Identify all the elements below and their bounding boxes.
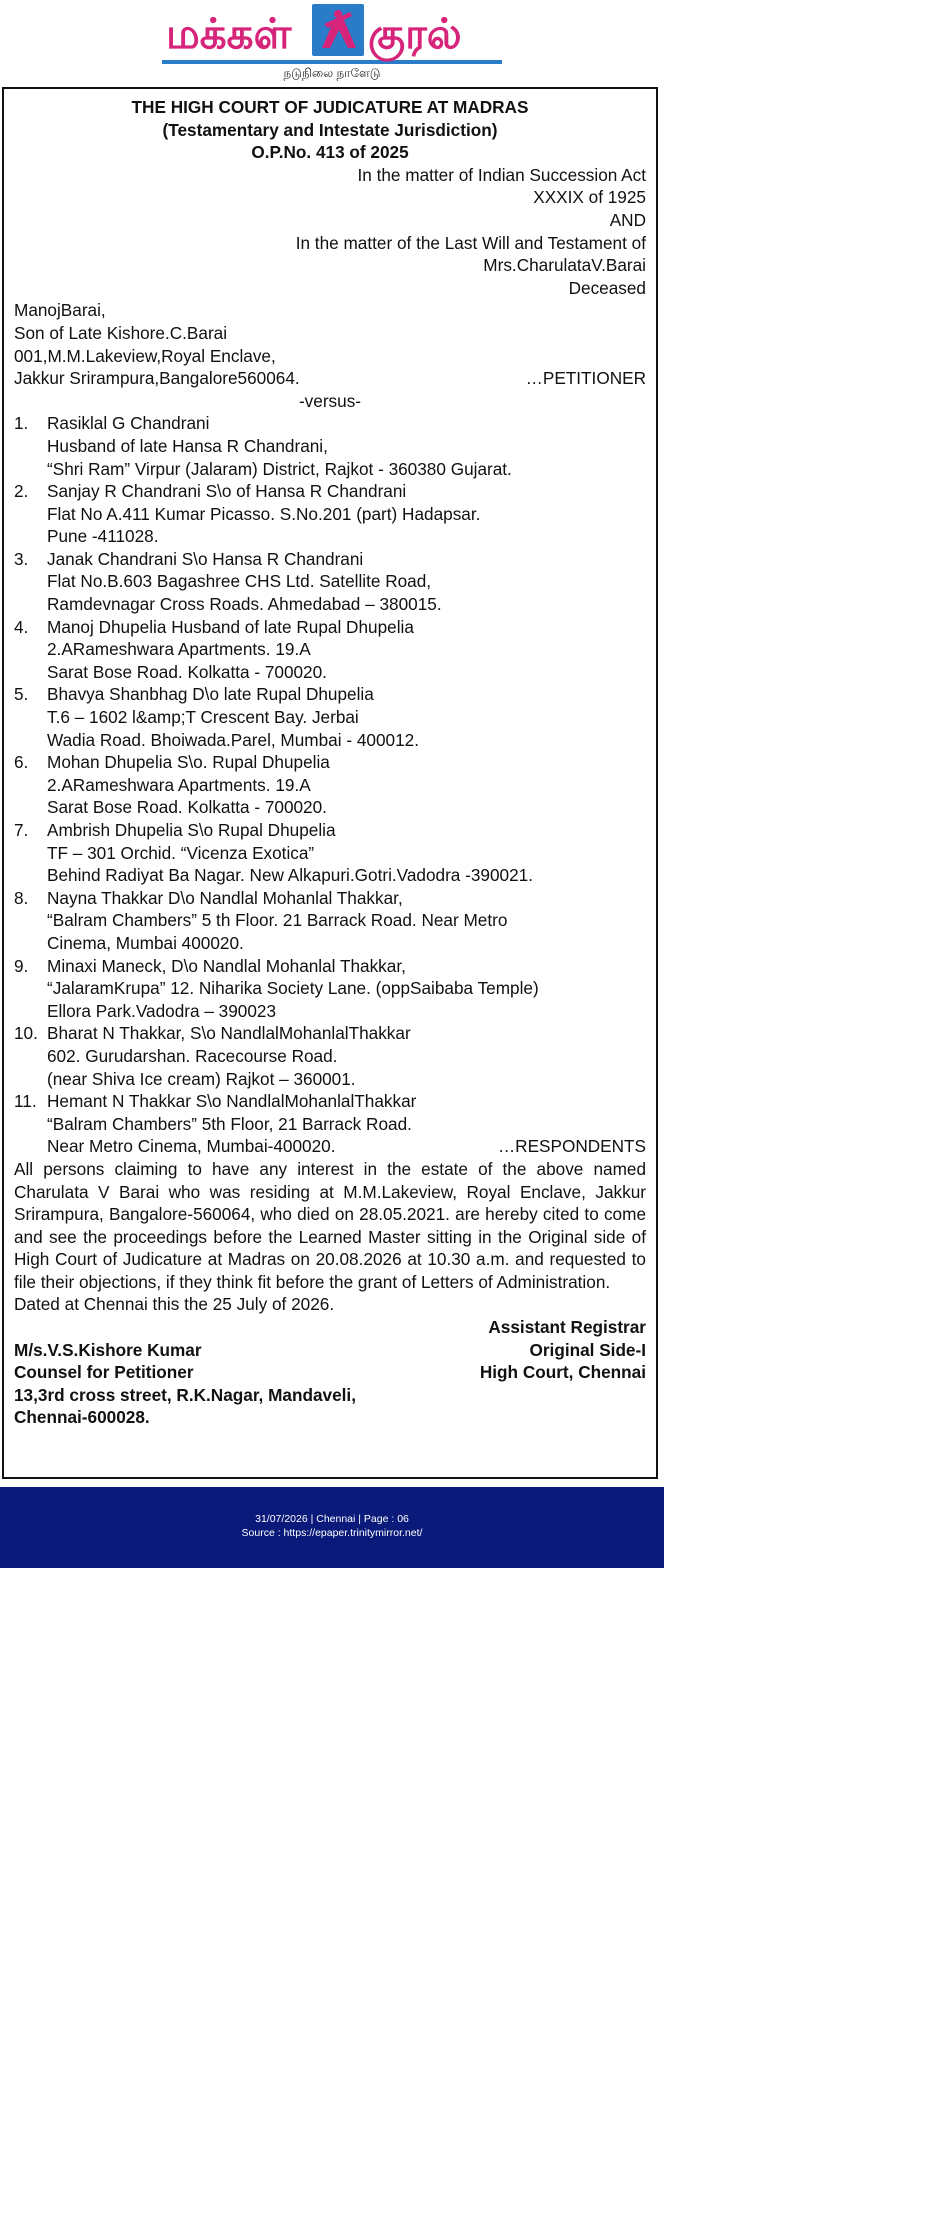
respondent-item <box>14 480 646 548</box>
matter-line: In the matter of Indian Succession Act <box>357 164 646 185</box>
respondent-line: “Shri Ram” Virpur (Jalaram) District, Rajkot - 360380 Gujarat. <box>47 458 512 479</box>
respondent-line: Flat No A.411 Kumar Picasso. S.No.201 (part) Hadapsar. <box>47 503 481 524</box>
respondent-line: Sarat Bose Road. Kolkatta - 700020. <box>47 797 327 818</box>
matter-line: XXXIX of 1925 <box>533 187 646 208</box>
respondent-item <box>14 751 646 819</box>
footer-date-page: 31/07/2026 | Chennai | Page : 06 <box>255 1513 409 1525</box>
respondent-line: Nayna Thakkar D\o Nandlal Mohanlal Thakkar, <box>47 887 403 908</box>
respondent-line: 2.ARameshwara Apartments. 19.A <box>47 774 311 795</box>
respondent-number: 3. <box>14 548 29 569</box>
petitioner-line: Son of Late Kishore.C.Barai <box>14 322 228 343</box>
respondent-line: Bhavya Shanbhag D\o late Rupal Dhupelia <box>47 684 374 705</box>
respondent-line: (near Shiva Ice cream) Rajkot – 360001. <box>47 1068 356 1089</box>
footer-source-link[interactable]: Source : https://epaper.trinitymirror.net/ <box>241 1527 423 1539</box>
respondent-line: Husband of late Hansa R Chandrani, <box>47 435 328 456</box>
masthead-tagline: நடுநிலை நாளேடு <box>283 66 381 80</box>
petitioner-line: 001,M.M.Lakeview,Royal Enclave, <box>14 345 276 366</box>
respondent-line: Mohan Dhupelia S\o. Rupal Dhupelia <box>47 752 330 773</box>
jurisdiction: (Testamentary and Intestate Jurisdiction) <box>162 119 498 140</box>
notice-body: All persons claiming to have any interest in the estate of the above named Charulata V Barai who was residing at M.M.Lakeview, Royal Enclave, Jakkur Srirampura, Bangalore-560064, who died on 28.05.2021. are hereby cited to come and see the proceedings before the Learned Master sitting in the Original side of High Court of Judicature at Madras on 20.08.2026 at 10.30 a.m. and requested to file their objections, if they think fit before the grant of Letters of Administration. <box>14 1158 646 1292</box>
case-number: O.P.No. 413 of 2025 <box>251 142 409 163</box>
respondent-line: Sanjay R Chandrani S\o of Hansa R Chandrani <box>47 481 407 502</box>
masthead <box>0 0 664 86</box>
respondent-item <box>14 819 646 887</box>
respondent-line: Janak Chandrani S\o Hansa R Chandrani <box>47 548 364 569</box>
respondent-item <box>14 887 646 955</box>
respondent-line: TF – 301 Orchid. “Vicenza Exotica” <box>47 842 315 863</box>
respondent-line: Flat No.B.603 Bagashree CHS Ltd. Satellite Road, <box>47 571 432 592</box>
respondent-item <box>14 616 646 684</box>
dated-line: Dated at Chennai this the 25 July of 2026. <box>14 1294 335 1315</box>
respondent-line: Bharat N Thakkar, S\o NandlalMohanlalThakkar <box>47 1023 411 1044</box>
respondent-line: Ellora Park.Vadodra – 390023 <box>47 1000 277 1021</box>
respondent-line: “Balram Chambers” 5th Floor, 21 Barrack Road. <box>47 1113 412 1134</box>
respondent-item <box>14 1090 646 1158</box>
registrar-office: Original Side-I <box>529 1339 646 1360</box>
respondent-line: Sarat Bose Road. Kolkatta - 700020. <box>47 661 327 682</box>
court-name: THE HIGH COURT OF JUDICATURE AT MADRAS <box>131 97 529 117</box>
respondent-line: Hemant N Thakkar S\o NandlalMohanlalThakkar <box>47 1091 417 1112</box>
page-footer <box>0 1487 664 1568</box>
matter-line: AND <box>609 209 646 230</box>
respondent-number: 5. <box>14 684 29 705</box>
respondent-number: 4. <box>14 616 29 637</box>
svg-text:குரல்: குரல் <box>368 9 462 58</box>
respondent-number: 10. <box>14 1023 38 1044</box>
respondent-number: 11. <box>14 1091 37 1112</box>
respondent-number: 6. <box>14 752 29 773</box>
respondent-line: Cinema, Mumbai 400020. <box>47 932 244 953</box>
respondent-number: 8. <box>14 887 29 908</box>
respondent-item <box>14 412 646 480</box>
respondents-list <box>14 412 646 1158</box>
counsel-role: Counsel for Petitioner <box>14 1362 194 1383</box>
petitioner-line: Jakkur Srirampura,Bangalore560064. <box>14 368 300 389</box>
newspaper-logo <box>162 4 502 66</box>
respondent-line: 2.ARameshwara Apartments. 19.A <box>47 639 311 660</box>
counsel-name: M/s.V.S.Kishore Kumar <box>14 1339 202 1360</box>
versus-label: -versus- <box>298 390 362 411</box>
respondent-number: 7. <box>14 820 29 840</box>
respondents-role: …RESPONDENTS <box>497 1136 646 1157</box>
petitioner-line: ManojBarai, <box>14 300 106 321</box>
matter-line: In the matter of the Last Will and Testament of <box>295 232 646 253</box>
respondent-line: Rasiklal G Chandrani <box>47 413 210 434</box>
respondent-line: 602. Gurudarshan. Racecourse Road. <box>47 1045 338 1066</box>
respondent-number: 1. <box>14 413 29 434</box>
respondent-line: Wadia Road. Bhoiwada.Parel, Mumbai - 400012. <box>47 729 419 750</box>
respondent-number: 9. <box>14 955 29 976</box>
respondent-line: Near Metro Cinema, Mumbai-400020. <box>47 1136 336 1157</box>
svg-text:மக்கள்: மக்கள் <box>166 9 292 58</box>
respondent-number: 2. <box>14 481 29 502</box>
respondent-line: Behind Radiyat Ba Nagar. New Alkapuri.Gotri.Vadodra -390021. <box>47 865 533 886</box>
respondent-item <box>14 955 646 1023</box>
legal-notice <box>2 87 658 1479</box>
respondent-line: T.6 – 1602 l&amp;T Crescent Bay. Jerbai <box>47 707 359 728</box>
respondent-line: Ramdevnagar Cross Roads. Ahmedabad – 380015. <box>47 594 442 615</box>
registrar-title: Assistant Registrar <box>488 1317 646 1338</box>
respondent-item <box>14 548 646 616</box>
petitioner-role: …PETITIONER <box>525 368 646 389</box>
respondent-line: Manoj Dhupelia Husband of late Rupal Dhupelia <box>47 616 414 637</box>
matter-line: Deceased <box>568 277 646 298</box>
counsel-city: Chennai-600028. <box>14 1407 150 1428</box>
respondent-line: “Balram Chambers” 5 th Floor. 21 Barrack Road. Near Metro <box>47 910 508 931</box>
respondent-line: Minaxi Maneck, D\o Nandlal Mohanlal Thakkar, <box>47 955 406 976</box>
matter-line: Mrs.CharulataV.Barai <box>483 255 646 276</box>
registrar-court: High Court, Chennai <box>479 1362 646 1383</box>
counsel-address: 13,3rd cross street, R.K.Nagar, Mandaveli, <box>14 1384 356 1405</box>
respondent-line: Ambrish Dhupelia S\o Rupal Dhupelia <box>47 820 336 840</box>
respondent-line: Pune -411028. <box>47 526 159 547</box>
respondent-item <box>14 683 646 751</box>
respondent-line: “JalaramKrupa” 12. Niharika Society Lane. (oppSaibaba Temple) <box>47 978 539 999</box>
respondent-item <box>14 1022 646 1090</box>
